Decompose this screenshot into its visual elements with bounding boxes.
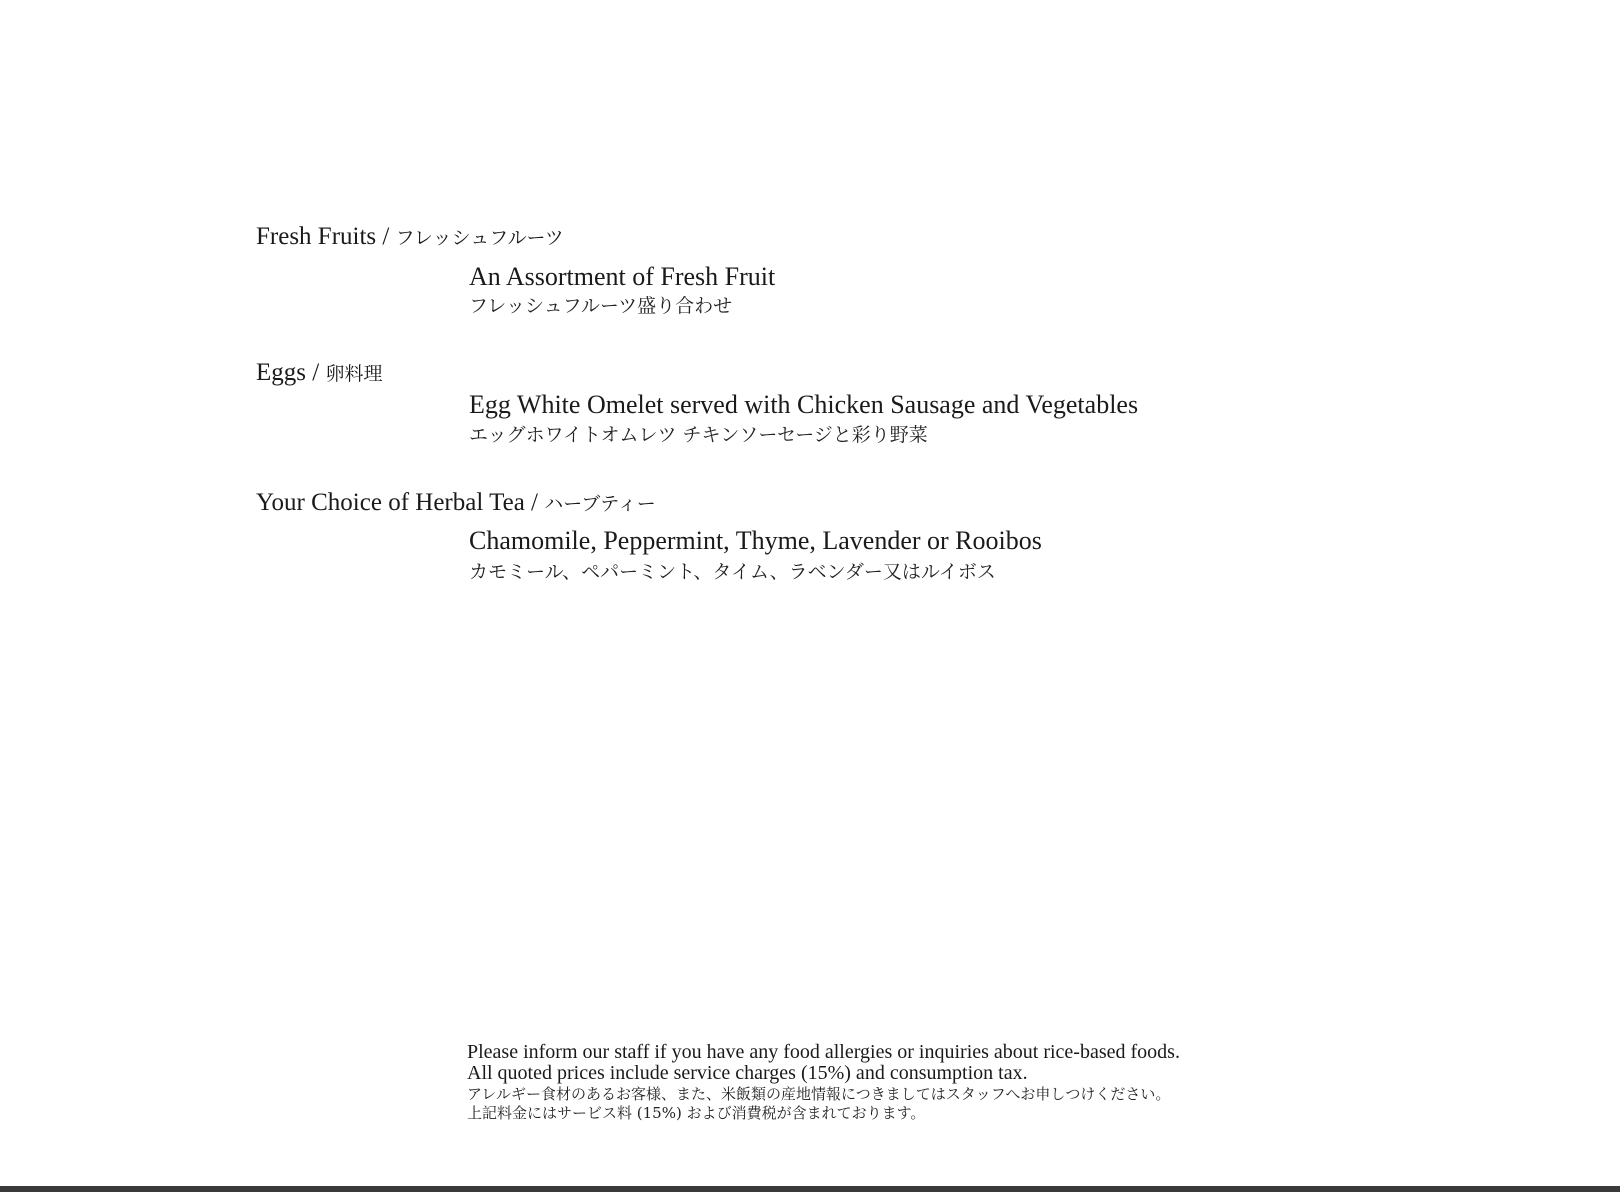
section-title-jp: 卵料理 [325, 363, 383, 385]
menu-item-en: Chamomile, Peppermint, Thyme, Lavender or Rooibos [469, 526, 1042, 555]
footer-notice [467, 1042, 1327, 1121]
section-title-en: Fresh Fruits / [256, 223, 390, 250]
section-title-jp: ハーブティー [544, 493, 656, 515]
section-title-en: Your Choice of Herbal Tea / [256, 489, 538, 516]
footer-allergy-en: Please inform our staff if you have any food allergies or inquiries about rice-based foods. [467, 1041, 1180, 1063]
menu-item-en: Egg White Omelet served with Chicken Sausage and Vegetables [469, 390, 1139, 419]
footer-prices-en: All quoted prices include service charges (15%) and consumption tax. [467, 1062, 1028, 1084]
menu-item-en: An Assortment of Fresh Fruit [469, 262, 776, 291]
section-title-en: Eggs / [256, 359, 320, 386]
section-title-jp: フレッシュフルーツ [395, 227, 564, 249]
section-title-fresh-fruits [256, 224, 564, 249]
footer-allergy-jp: アレルギー食材のあるお客様、また、米飯類の産地情報につきましてはスタッフへお申しつけください。 [467, 1085, 1171, 1103]
menu-item-jp: フレッシュフルーツ盛り合わせ [469, 295, 733, 317]
section-title-eggs [256, 360, 382, 385]
menu-item-jp: カモミール、ペパーミント、タイム、ラベンダー又はルイボス [469, 561, 996, 583]
bottom-divider [0, 1186, 1620, 1192]
section-title-herbal-tea [256, 490, 656, 515]
menu-item-jp: エッグホワイトオムレツ チキンソーセージと彩り野菜 [469, 424, 928, 446]
footer-prices-jp: 上記料金にはサービス料 (15%) および消費税が含まれております。 [467, 1104, 926, 1122]
